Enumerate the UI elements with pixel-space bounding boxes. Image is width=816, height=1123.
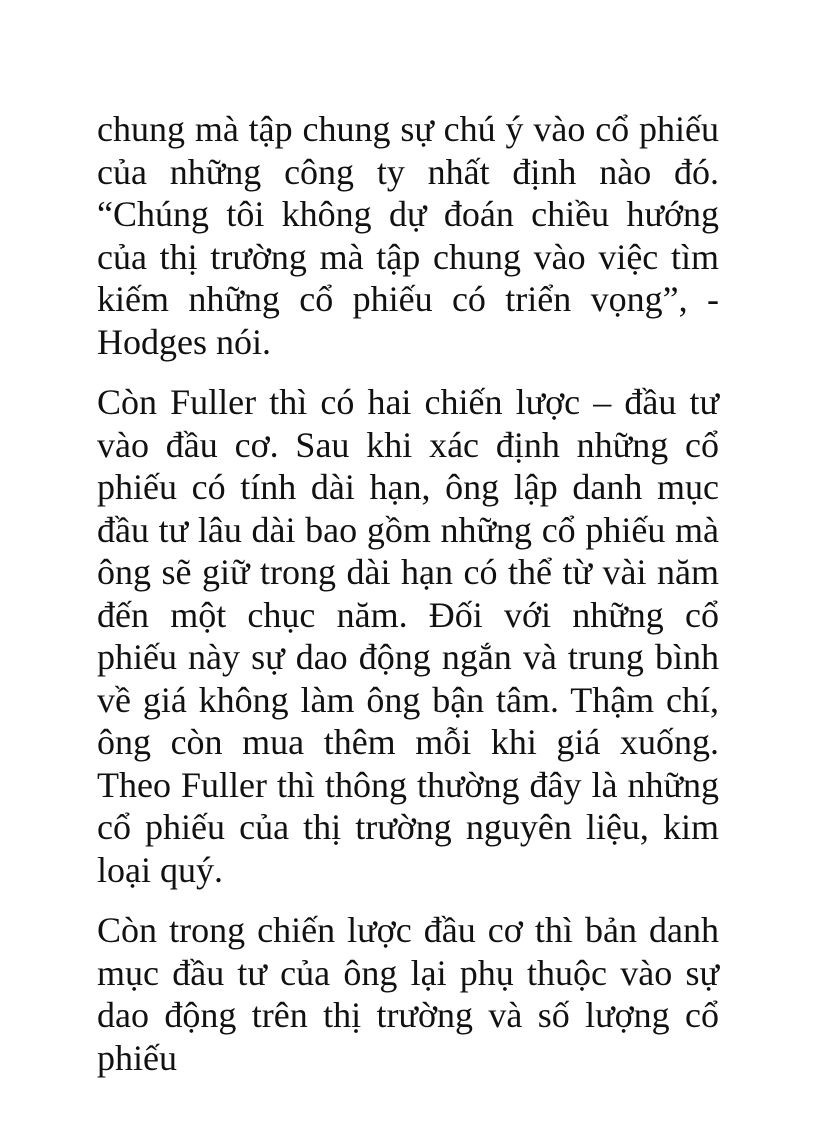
paragraph-2: Còn Fuller thì có hai chiến lược – đầu tư vào đầu cơ. Sau khi xác định những cổ phiếu có tính dài hạn, ông lập danh mục đầu tư lâu dài bao gồm những cổ phiếu mà ông sẽ giữ trong dài hạn có thể từ vài năm đến một chục năm. Đối với những cổ phiếu này sự dao động ngắn và trung bình về giá không làm ông bận tâm. Thậm chí, ông còn mua thêm mỗi khi giá xuống. Theo Fuller thì thông thường đây là những cổ phiếu của thị trường nguyên liệu, kim loại quý. [97, 382, 719, 890]
paragraph-3: Còn trong chiến lược đầu cơ thì bản danh mục đầu tư của ông lại phụ thuộc vào sự dao động trên thị trường và số lượng cổ phiếu [97, 910, 719, 1078]
paragraph-1: chung mà tập chung sự chú ý vào cổ phiếu của những công ty nhất định nào đó. “Chúng tôi không dự đoán chiều hướng của thị trường mà tập chung vào việc tìm kiếm những cổ phiếu có triển vọng”, - Hodges nói. [97, 109, 719, 362]
body-text [97, 108, 719, 1097]
